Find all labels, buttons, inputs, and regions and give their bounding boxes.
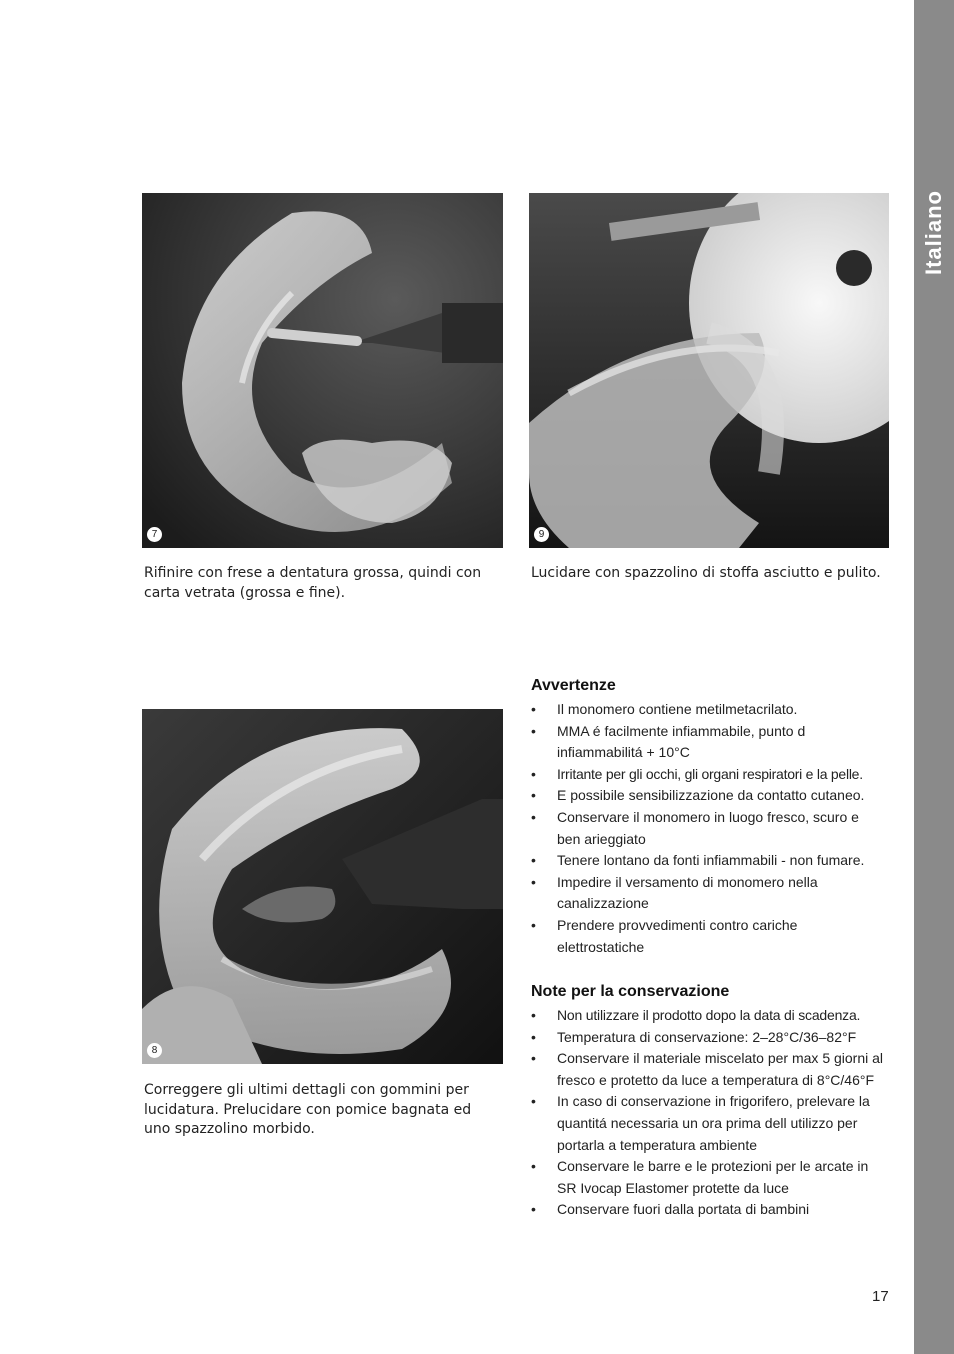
warnings-heading: Avvertenze [531,677,616,694]
figure-7-number-badge: 7 [147,527,162,542]
storage-item: • Conservare il materiale miscelato per max 5 giorni al fresco e protetto da luce a temperatura di 8°C/46°F [531,1048,891,1091]
figure-9-number-badge: 9 [534,527,549,542]
page-number: 17 [872,1288,889,1305]
storage-list [531,1005,891,1221]
figure-9-photo [529,193,889,548]
storage-item: • Temperatura di conservazione: 2–28°C/36–82°F [531,1027,891,1049]
storage-item: • Non utilizzare il prodotto dopo la data di scadenza. [531,1005,891,1027]
warning-item: • Impedire il versamento di monomero nella canalizzazione [531,872,891,915]
warning-item: • MMA é facilmente infiammabile, punto d infiammabilitá + 10°C [531,721,891,764]
storage-item: • Conservare fuori dalla portata di bambini [531,1199,891,1221]
figure-7-illustration [142,193,503,548]
figure-9-illustration [529,193,889,548]
figure-7-photo [142,193,503,548]
warning-item: • Irritante per gli occhi, gli organi respiratori e la pelle. [531,764,891,786]
storage-section [531,983,891,1221]
warning-item: • Il monomero contiene metilmetacrilato. [531,699,891,721]
language-side-tab [914,0,954,1354]
language-label: Italiano [921,190,946,276]
figure-8-number-badge: 8 [147,1043,162,1058]
storage-item: • Conservare le barre e le protezioni per le arcate in SR Ivocap Elastomer protette da luce [531,1156,891,1199]
storage-item: • In caso di conservazione in frigorifero, prelevare la quantitá necessaria un ora prima dell utilizzo per portarla a temperatura ambiente [531,1091,891,1156]
storage-heading: Note per la conservazione [531,983,730,1000]
warnings-list [531,699,891,958]
warning-item: • Conservare il monomero in luogo fresco, scuro e ben arieggiato [531,807,891,850]
figure-8-illustration [142,709,503,1064]
figure-8-caption: Correggere gli ultimi dettagli con gommini per lucidatura. Prelucidare con pomice bagnata ed uno spazzolino morbido. [144,1082,472,1137]
figure-9-caption: Lucidare con spazzolino di stoffa asciutto e pulito. [531,565,881,581]
warnings-section [531,677,891,958]
warning-item: • Tenere lontano da fonti infiammabili - non fumare. [531,850,891,872]
figure-8-photo [142,709,503,1064]
warning-item: • Prendere provvedimenti contro cariche elettrostatiche [531,915,891,958]
figure-7-caption: Rifinire con frese a dentatura grossa, quindi con carta vetrata (grossa e fine). [144,565,482,601]
warning-item: • E possibile sensibilizzazione da contatto cutaneo. [531,785,891,807]
